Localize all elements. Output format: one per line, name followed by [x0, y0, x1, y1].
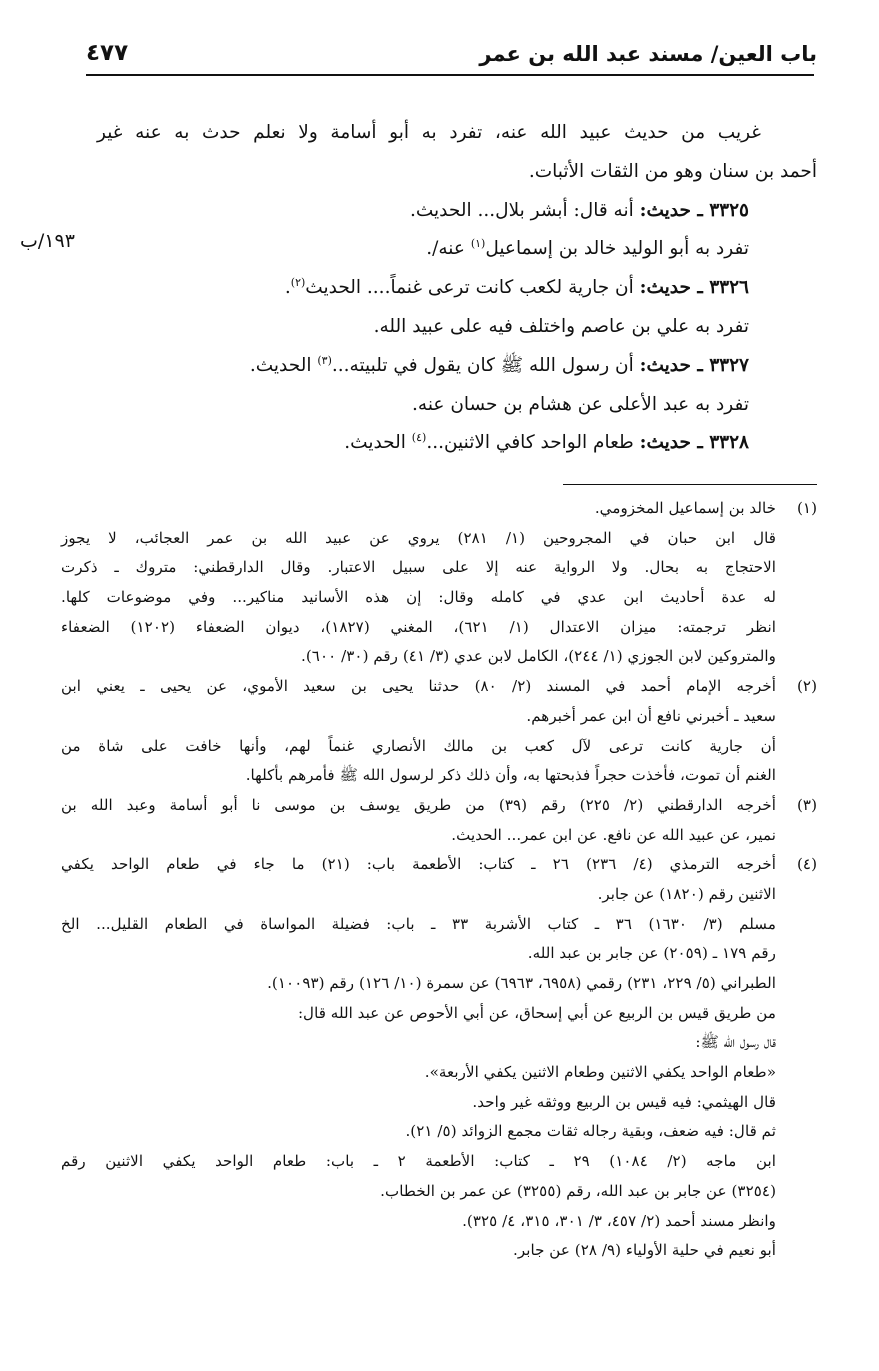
- footnote-line: والمتروكين لابن الجوزي (١/ ٢٤٤)، الكامل لابن عدي (٣/ ٤١) رقم (٣٠/ ٦٠٠).: [301, 647, 776, 666]
- hadith-number: ٣٣٢٦ ـ حديث:: [639, 277, 749, 299]
- intro-line: أحمد بن سنان وهو من الثقات الأثبات.: [528, 160, 817, 182]
- hadith-text: طعام الواحد كافي الاثنين...: [426, 432, 634, 454]
- footnote-line: (٣٢٥٤) عن جابر بن عبد الله، رقم (٣٢٥٥) عن عمر بن الخطاب.: [380, 1181, 776, 1200]
- footnote-1: [61, 494, 817, 672]
- footnote-line: الطبراني (٥/ ٢٢٩، ٢٣١) رقمي (٦٩٥٨، ٦٩٦٣) عن سمرة (١٠/ ١٢٦) رقم (١٠٠٩٣).: [267, 974, 776, 992]
- running-header-title: باب العين/ مسند عبد الله بن عمر: [479, 42, 817, 66]
- footnote-line: ثم قال: فيه ضعف، وبقية رجاله ثقات مجمع الزوائد (٥/ ٢١).: [405, 1122, 776, 1141]
- footnote-number: (٣): [796, 795, 817, 814]
- footnote-ref[interactable]: (٤): [411, 431, 427, 445]
- hadith-text: أنه قال: أبشر بلال... الحديث.: [409, 199, 634, 221]
- footnote-line: الاثنين رقم (١٨٢٠) عن جابر.: [597, 884, 776, 903]
- hadith-text: أن جارية لكعب كانت ترعى غنماً.... الحديث: [305, 277, 634, 299]
- hadith-3326: [97, 269, 817, 308]
- hadith-3328: [97, 424, 817, 463]
- hadith-text: .: [284, 277, 291, 299]
- footnote-line: انظر ترجمته: ميزان الاعتدال (١/ ٦٢١)، المغني (١٨٢٧)، ديوان الضعفاء (١٢٠٢) الضعفاء: [61, 617, 776, 636]
- footnote-line: الاحتجاج به بحال. ولا الرواية عنه إلا على سبيل الاعتبار. وقال الدارقطني: متروك ـ ذكرت: [61, 558, 776, 577]
- footnote-number: (٢): [796, 677, 817, 696]
- footnote-line: ابن ماجه (٢/ ١٠٨٤) ٢٩ ـ كتاب: الأطعمة ٢ ـ باب: طعام الواحد يكفي الاثنين رقم: [61, 1152, 776, 1171]
- intro-line: غريب من حديث عبيد الله عنه، تفرد به أبو أسامة ولا نعلم حدث به عنه غير: [97, 122, 761, 143]
- hadith-note: [97, 230, 817, 269]
- footnote-2: [61, 672, 817, 791]
- footnote-number: (١): [796, 499, 817, 517]
- footnote-line: وانظر مسند أحمد (٢/ ٤٥٧، ٣/ ٣٠١، ٣١٥، ٤/ ٣٢٥).: [462, 1211, 776, 1230]
- footnote-line: له عدة أحاديث ابن عدي في كامله وقال: إن هذه الأسانيد مناكير... وفي موضوعات كلها.: [61, 588, 776, 607]
- footnote-line: أن جارية كانت ترعى لآل كعب بن مالك الأنصاري غنماً لهم، وأنها خافت على شاة من: [61, 736, 776, 755]
- hadith-note: تفرد به عبد الأعلى عن هشام بن حسان عنه.: [412, 393, 749, 415]
- footnote-separator: [563, 484, 817, 485]
- footnote-ref[interactable]: (٢): [290, 276, 306, 290]
- hadith-number: ٣٣٢٨ ـ حديث:: [639, 432, 749, 454]
- header-rule: [86, 74, 814, 76]
- footnote-line: مسلم (٣/ ١٦٣٠) ٣٦ ـ كتاب الأشربة ٣٣ ـ باب: فضيلة المواساة في الطعام القليل... الخ: [61, 914, 776, 933]
- footnote-line: من طريق قيس بن الربيع عن أبي إسحاق، عن أبي الأحوص عن عبد الله قال:: [297, 1003, 776, 1022]
- footnotes: [61, 494, 817, 1266]
- footnote-line: قال ابن حبان في المجروحين (١/ ٢٨١) يروي عن عبيد الله بن عمر العجائب، لا يجوز: [61, 528, 777, 547]
- hadith-number: ٣٣٢٥ ـ حديث:: [639, 199, 749, 221]
- note-text: عنه/.: [426, 238, 471, 260]
- footnote-line: خالد بن إسماعيل المخزومي.: [594, 499, 776, 517]
- footnote-line: الغنم أن تموت، فأخذت حجراً فذبحتها به، وأن ذلك ذكر لرسول الله ﷺ فأمرهم بأكلها.: [245, 766, 776, 785]
- footnote-line: سعيد ـ أخبرني نافع أن ابن عمر أخبرهم.: [526, 706, 776, 725]
- hadith-3325: [97, 192, 817, 231]
- hadith-text: الحديث.: [344, 432, 412, 454]
- note-text: تفرد به أبو الوليد خالد بن إسماعيل: [485, 238, 749, 260]
- footnote-line: أخرجه الدارقطني (٢/ ٢٢٥) رقم (٣٩) من طريق يوسف بن موسى نا أبو أسامة وعبد الله بن: [61, 795, 777, 814]
- hadith-text: أن رسول الله ﷺ كان يقول في تلبيته...: [331, 354, 634, 376]
- footnote-ref[interactable]: (٣): [317, 353, 332, 367]
- footnote-line: رقم ١٧٩ ـ (٢٠٥٩) عن جابر بن عبد الله.: [527, 944, 776, 963]
- footnote-3: [61, 791, 817, 850]
- footnote-line: قال رسول الله ﷺ:: [695, 1033, 776, 1052]
- main-text: [97, 114, 817, 463]
- footnote-line: أبو نعيم في حلية الأولياء (٩/ ٢٨) عن جابر.: [513, 1241, 776, 1260]
- footnote-line: نمير، عن عبيد الله عن نافع. عن ابن عمر... الحديث.: [451, 825, 776, 844]
- footnote-number: (٤): [796, 855, 817, 874]
- manuscript-folio-marker: ١٩٣/ب: [20, 230, 75, 252]
- hadith-note: تفرد به علي بن عاصم واختلف فيه على عبيد الله.: [373, 315, 749, 337]
- page-number: ٤٧٧: [86, 40, 129, 66]
- hadith-text: الحديث.: [249, 354, 318, 376]
- footnote-line: أخرجه الترمذي (٤/ ٢٣٦) ٢٦ ـ كتاب: الأطعمة باب: (٢١) ما جاء في طعام الواحد يكفي: [61, 855, 777, 874]
- footnote-ref[interactable]: (١): [470, 237, 486, 251]
- footnote-line: قال الهيثمي: فيه قيس بن الربيع ووثقه غير واحد.: [472, 1092, 776, 1111]
- hadith-3327: [97, 347, 817, 386]
- footnote-line: أخرجه الإمام أحمد في المسند (٢/ ٨٠) حدثنا يحيى بن سعيد الأموي، عن يحيى ـ يعني ابن: [61, 677, 777, 696]
- footnote-line: «طعام الواحد يكفي الاثنين وطعام الاثنين يكفي الأربعة».: [424, 1063, 776, 1082]
- hadith-number: ٣٣٢٧ ـ حديث:: [639, 354, 749, 376]
- footnote-4: [61, 850, 817, 1266]
